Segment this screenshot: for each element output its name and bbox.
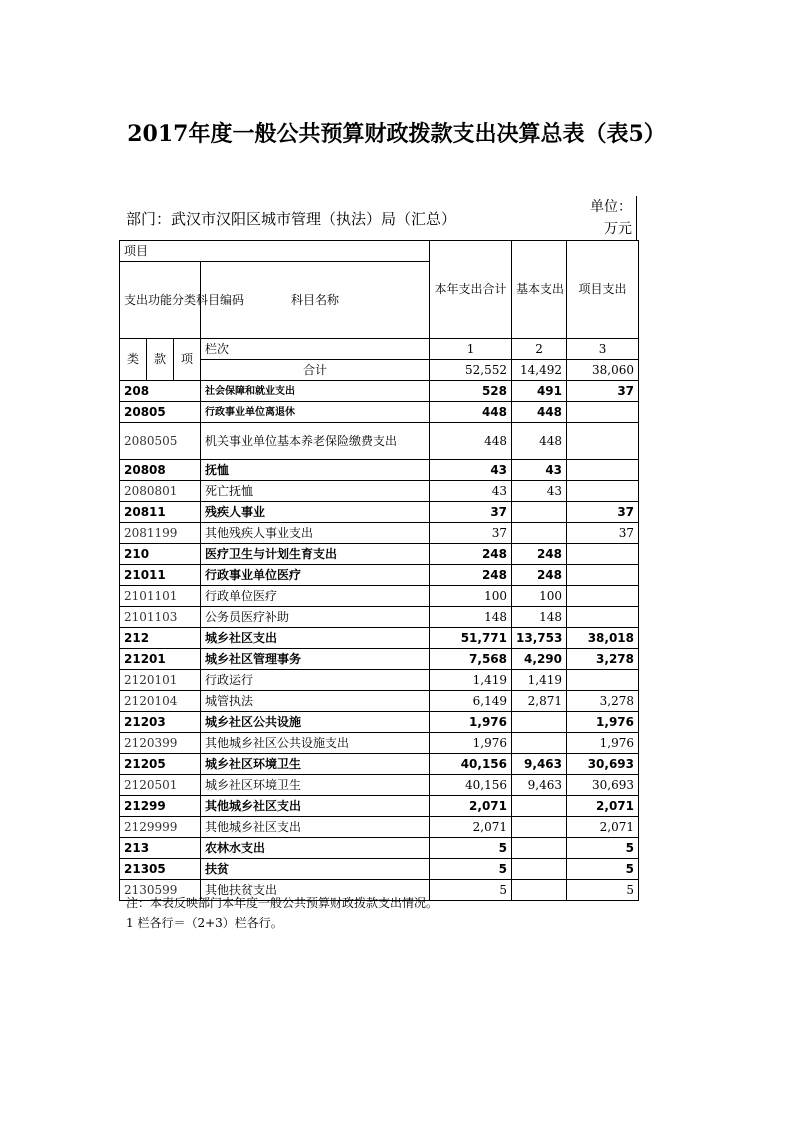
- header-xiang: 项: [174, 339, 201, 381]
- row-code: 21011: [120, 565, 201, 586]
- header-project: 项目支出: [567, 241, 639, 339]
- table-row: [120, 670, 639, 691]
- row-basic: 148: [512, 607, 567, 628]
- row-basic: [512, 838, 567, 859]
- row-code: 21203: [120, 712, 201, 733]
- row-name: 城管执法: [201, 691, 430, 712]
- row-code: 2101101: [120, 586, 201, 607]
- row-basic: 100: [512, 586, 567, 607]
- row-code: 20808: [120, 460, 201, 481]
- row-name: 抚恤: [201, 460, 430, 481]
- row-project: 37: [567, 502, 639, 523]
- row-project: 5: [567, 859, 639, 880]
- row-project: 38,018: [567, 628, 639, 649]
- row-total: 5: [430, 838, 512, 859]
- table-row: [120, 817, 639, 838]
- row-basic: [512, 523, 567, 544]
- total-basic: 14,492: [512, 360, 567, 381]
- row-basic: 13,753: [512, 628, 567, 649]
- row-name: 城乡社区公共设施: [201, 712, 430, 733]
- row-project: 1,976: [567, 733, 639, 754]
- row-basic: 9,463: [512, 754, 567, 775]
- row-basic: 491: [512, 381, 567, 402]
- unit-divider: [636, 196, 637, 241]
- total-project: 38,060: [567, 360, 639, 381]
- table-row: [120, 712, 639, 733]
- row-name: 行政单位医疗: [201, 586, 430, 607]
- col-num-2: 2: [512, 339, 567, 360]
- total-total: 52,552: [430, 360, 512, 381]
- header-total: 本年支出合计: [430, 241, 512, 339]
- row-code: 2129999: [120, 817, 201, 838]
- header-lanci: 栏次: [201, 339, 430, 360]
- row-project: 2,071: [567, 817, 639, 838]
- row-code: 2080505: [120, 423, 201, 460]
- row-total: 100: [430, 586, 512, 607]
- row-name: 行政事业单位离退休: [201, 402, 430, 423]
- row-project: [567, 670, 639, 691]
- row-name: 死亡抚恤: [201, 481, 430, 502]
- row-total: 248: [430, 544, 512, 565]
- table-row: [120, 733, 639, 754]
- row-total: 37: [430, 502, 512, 523]
- row-name: 残疾人事业: [201, 502, 430, 523]
- header-func-code: 支出功能分类科目编码: [120, 262, 201, 339]
- row-project: 30,693: [567, 775, 639, 796]
- row-total: 5: [430, 859, 512, 880]
- row-code: 2130599: [120, 880, 201, 901]
- row-basic: [512, 859, 567, 880]
- row-basic: 43: [512, 460, 567, 481]
- row-project: 1,976: [567, 712, 639, 733]
- header-kuan: 款: [147, 339, 174, 381]
- row-total: 43: [430, 481, 512, 502]
- row-total: 51,771: [430, 628, 512, 649]
- table-row: [120, 502, 639, 523]
- table-row: [120, 423, 639, 460]
- document-title: 2017年度一般公共预算财政拨款支出决算总表（表5）: [127, 121, 666, 147]
- row-basic: [512, 733, 567, 754]
- table-row: [120, 402, 639, 423]
- table-row: [120, 544, 639, 565]
- header-subject-name: 科目名称: [201, 262, 430, 339]
- row-name: 其他扶贫支出: [201, 880, 430, 901]
- row-project: [567, 481, 639, 502]
- row-total: 7,568: [430, 649, 512, 670]
- table-row: [120, 649, 639, 670]
- row-code: 2120101: [120, 670, 201, 691]
- row-project: 3,278: [567, 649, 639, 670]
- row-name: 城乡社区支出: [201, 628, 430, 649]
- row-basic: 43: [512, 481, 567, 502]
- row-code: 208: [120, 381, 201, 402]
- row-project: 2,071: [567, 796, 639, 817]
- row-basic: 248: [512, 544, 567, 565]
- header-basic: 基本支出: [512, 241, 567, 339]
- row-code: 210: [120, 544, 201, 565]
- row-total: 6,149: [430, 691, 512, 712]
- row-name: 城乡社区环境卫生: [201, 775, 430, 796]
- note-1: 注：本表反映部门本年度一般公共预算财政拨款支出情况。: [126, 896, 439, 910]
- row-total: 5: [430, 880, 512, 901]
- row-project: 30,693: [567, 754, 639, 775]
- col-num-3: 3: [567, 339, 639, 360]
- table-row: [120, 523, 639, 544]
- row-project: [567, 586, 639, 607]
- row-code: 20805: [120, 402, 201, 423]
- row-total: 2,071: [430, 796, 512, 817]
- row-name: 城乡社区环境卫生: [201, 754, 430, 775]
- row-total: 448: [430, 423, 512, 460]
- col-num-1: 1: [430, 339, 512, 360]
- row-code: 2101103: [120, 607, 201, 628]
- table-row: [120, 628, 639, 649]
- row-code: 213: [120, 838, 201, 859]
- row-code: 21201: [120, 649, 201, 670]
- row-basic: [512, 712, 567, 733]
- row-name: 其他城乡社区支出: [201, 817, 430, 838]
- header-lei: 类: [120, 339, 147, 381]
- row-total: 1,976: [430, 712, 512, 733]
- row-basic: [512, 796, 567, 817]
- row-basic: [512, 817, 567, 838]
- row-code: 2120399: [120, 733, 201, 754]
- header-row-lanci: [120, 339, 639, 360]
- expenditure-table: [119, 240, 639, 901]
- row-name: 机关事业单位基本养老保险缴费支出: [201, 423, 430, 460]
- row-code: 2120104: [120, 691, 201, 712]
- row-project: 3,278: [567, 691, 639, 712]
- row-basic: 9,463: [512, 775, 567, 796]
- header-item: 项目: [120, 241, 430, 262]
- notes: [126, 893, 438, 933]
- table-row: [120, 381, 639, 402]
- row-basic: 4,290: [512, 649, 567, 670]
- unit-label: 单位：万元: [590, 199, 632, 237]
- row-code: 21205: [120, 754, 201, 775]
- department-label: 部门：武汉市汉阳区城市管理（执法）局（汇总）: [126, 210, 457, 228]
- row-code: 20811: [120, 502, 201, 523]
- row-total: 2,071: [430, 817, 512, 838]
- row-project: [567, 460, 639, 481]
- row-code: 21305: [120, 859, 201, 880]
- row-basic: 248: [512, 565, 567, 586]
- row-basic: 448: [512, 402, 567, 423]
- row-project: 5: [567, 838, 639, 859]
- row-basic: 448: [512, 423, 567, 460]
- row-project: 37: [567, 381, 639, 402]
- row-name: 公务员医疗补助: [201, 607, 430, 628]
- table-row: [120, 691, 639, 712]
- row-code: 212: [120, 628, 201, 649]
- row-name: 农林水支出: [201, 838, 430, 859]
- row-name: 社会保障和就业支出: [201, 381, 430, 402]
- table-row: [120, 754, 639, 775]
- header-row-item: [120, 241, 639, 262]
- table-row: [120, 586, 639, 607]
- row-basic: [512, 880, 567, 901]
- table-row: [120, 460, 639, 481]
- row-project: [567, 565, 639, 586]
- row-total: 1,419: [430, 670, 512, 691]
- row-total: 528: [430, 381, 512, 402]
- row-total: 40,156: [430, 775, 512, 796]
- row-project: 37: [567, 523, 639, 544]
- row-basic: 1,419: [512, 670, 567, 691]
- table-row: [120, 565, 639, 586]
- row-project: [567, 423, 639, 460]
- row-code: 2080801: [120, 481, 201, 502]
- row-total: 40,156: [430, 754, 512, 775]
- row-project: [567, 607, 639, 628]
- row-project: 5: [567, 880, 639, 901]
- row-name: 行政事业单位医疗: [201, 565, 430, 586]
- row-basic: 2,871: [512, 691, 567, 712]
- row-project: [567, 544, 639, 565]
- row-code: 21299: [120, 796, 201, 817]
- table-row: [120, 607, 639, 628]
- table-row: [120, 838, 639, 859]
- total-label: 合计: [201, 360, 430, 381]
- row-code: 2120501: [120, 775, 201, 796]
- table-row: [120, 481, 639, 502]
- table-row: [120, 796, 639, 817]
- row-project: [567, 402, 639, 423]
- row-name: 其他城乡社区公共设施支出: [201, 733, 430, 754]
- row-name: 扶贫: [201, 859, 430, 880]
- row-code: 2081199: [120, 523, 201, 544]
- row-name: 医疗卫生与计划生育支出: [201, 544, 430, 565]
- note-2: 1 栏各行＝（2+3）栏各行。: [126, 916, 283, 930]
- row-total: 37: [430, 523, 512, 544]
- row-name: 行政运行: [201, 670, 430, 691]
- row-total: 148: [430, 607, 512, 628]
- row-basic: [512, 502, 567, 523]
- row-name: 其他残疾人事业支出: [201, 523, 430, 544]
- table-row: [120, 859, 639, 880]
- row-name: 城乡社区管理事务: [201, 649, 430, 670]
- row-total: 248: [430, 565, 512, 586]
- row-total: 43: [430, 460, 512, 481]
- row-total: 1,976: [430, 733, 512, 754]
- row-total: 448: [430, 402, 512, 423]
- table-row: [120, 775, 639, 796]
- row-name: 其他城乡社区支出: [201, 796, 430, 817]
